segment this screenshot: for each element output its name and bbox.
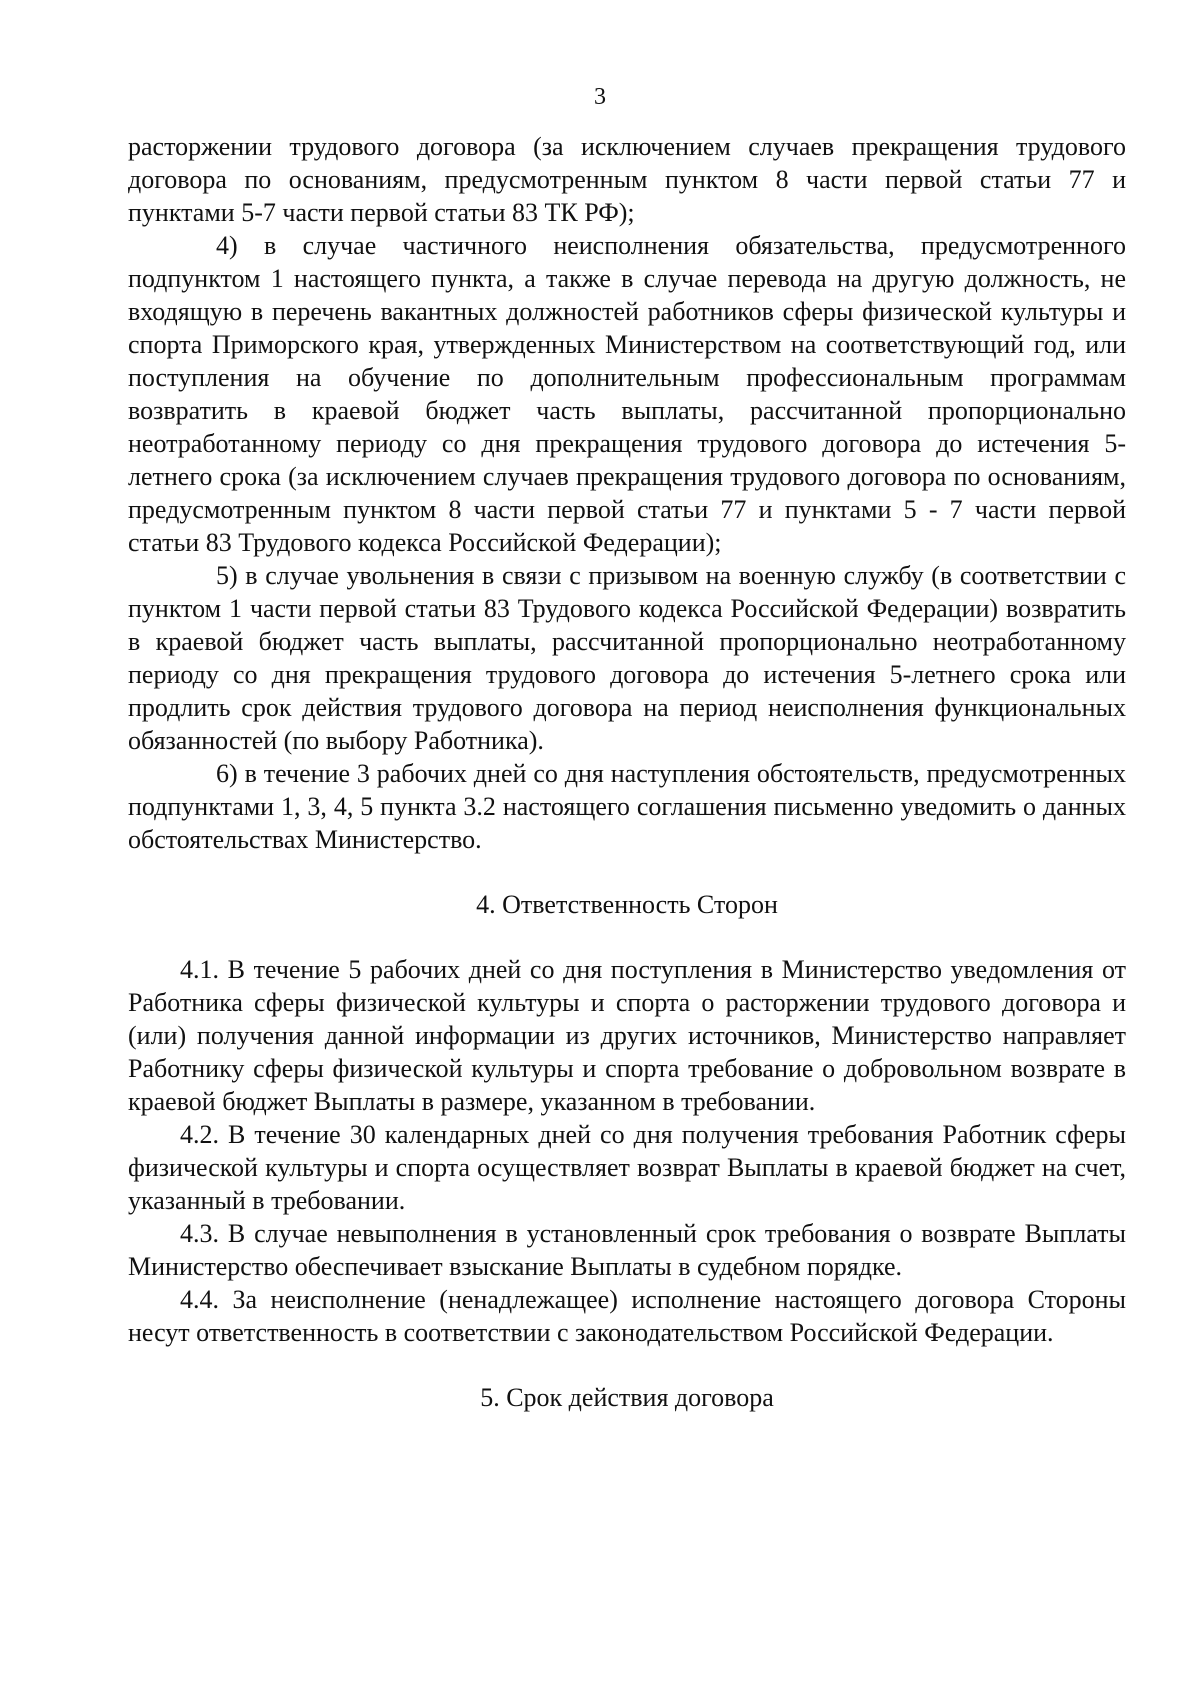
document-body: [128, 130, 1126, 1414]
paragraph-4-3: 4.3. В случае невыполнения в установленный срок требования о возврате Выплаты Министерство обеспечивает взыскание Выплаты в судебном порядке.: [128, 1219, 1126, 1281]
paragraph-item-6: 6) в течение 3 рабочих дней со дня наступления обстоятельств, предусмотренных подпунктами 1, 3, 4, 5 пункта 3.2 настоящего соглашения письменно уведомить о данных обстоятельствах Министерство.: [128, 759, 1126, 854]
section-heading-term: 5. Срок действия договора: [480, 1383, 774, 1412]
paragraph-4-2: 4.2. В течение 30 календарных дней со дня получения требования Работник сферы физической культуры и спорта осуществляет возврат Выплаты в краевой бюджет на счет, указанный в требовании.: [128, 1120, 1126, 1215]
paragraph-4-1: 4.1. В течение 5 рабочих дней со дня поступления в Министерство уведомления от Работника сферы физической культуры и спорта о расторжении трудового договора и (или) получения данной информации из других источников, Министерство направляет Работнику сферы физической культуры и спорта требование о добровольном возврате в краевой бюджет Выплаты в размере, указанном в требовании.: [128, 955, 1126, 1116]
paragraph-continuation: расторжении трудового договора (за исключением случаев прекращения трудового договора по основаниям, предусмотренным пунктом 8 части первой статьи 77 и пунктами 5-7 части первой статьи 83 ТК РФ);: [128, 132, 1126, 227]
paragraph-item-5: 5) в случае увольнения в связи с призывом на военную службу (в соответствии с пунктом 1 части первой статьи 83 Трудового кодекса Российской Федерации) возвратить в краевой бюджет часть выплаты, рассчитанной пропорционально неотработанному периоду со дня прекращения трудового договора до истечения 5-летнего срока или продлить срок действия трудового договора на период неисполнения функциональных обязанностей (по выбору Работника).: [128, 561, 1126, 755]
paragraph-item-4: 4) в случае частичного неисполнения обязательства, предусмотренного подпунктом 1 настоящего пункта, а также в случае перевода на другую должность, не входящую в перечень вакантных должностей работников сферы физической культуры и спорта Приморского края, утвержденных Министерством на соответствующий год, или поступления на обучение по дополнительным профессиональным программам возвратить в краевой бюджет часть выплаты, рассчитанной пропорционально неотработанному периоду со дня прекращения трудового договора до истечения 5-летнего срока (за исключением случаев прекращения трудового договора по основаниям, предусмотренным пунктом 8 части первой статьи 77 и пунктами 5 - 7 части первой статьи 83 Трудового кодекса Российской Федерации);: [128, 231, 1126, 557]
section-heading-responsibility: 4. Ответственность Сторон: [476, 890, 778, 919]
page-number: 3: [594, 84, 606, 110]
paragraph-4-4: 4.4. За неисполнение (ненадлежащее) исполнение настоящего договора Стороны несут ответственность в соответствии с законодательством Российской Федерации.: [128, 1285, 1126, 1347]
